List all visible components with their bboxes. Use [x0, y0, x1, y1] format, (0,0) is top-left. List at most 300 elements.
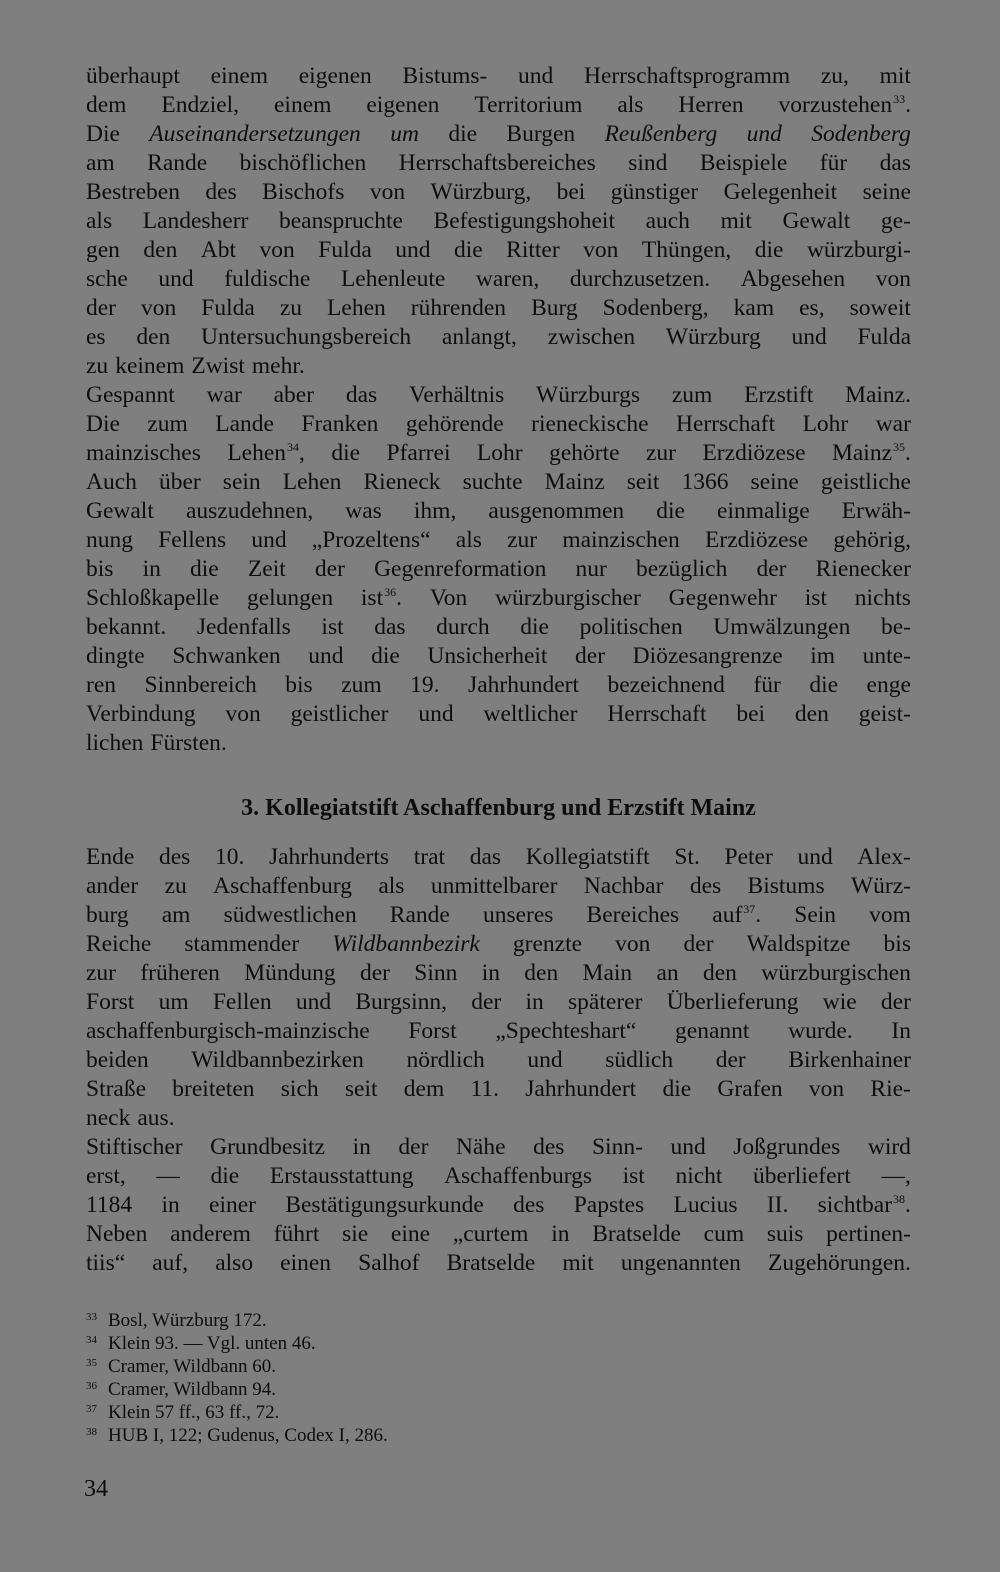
text-line [86, 1046, 911, 1075]
word: Gelegenheit [723, 179, 838, 205]
word: Diözesangrenze [632, 643, 783, 669]
word: Rienecker [815, 556, 911, 582]
text-line [86, 1017, 911, 1046]
word: Birkenhainer [788, 1047, 911, 1073]
word: die [210, 1163, 240, 1189]
word: Jahrhundert [468, 672, 579, 698]
word: vorzustehen$^{33}$. [778, 92, 911, 118]
word: unte- [862, 643, 911, 669]
page-body [86, 62, 911, 1278]
word: Auch [86, 469, 137, 495]
footnote-ref: 35 [893, 440, 906, 454]
word: Zwist [191, 353, 245, 379]
word: Peter [724, 844, 773, 870]
footnote-text: Bosl, Würzburg 172. [108, 1310, 267, 1331]
word: Lehen [327, 295, 386, 321]
text-line [86, 120, 911, 149]
word: zwischen [547, 324, 636, 350]
word: Herrschaftsbereiches [398, 150, 596, 176]
word: zu [86, 353, 109, 379]
word: ausgenommen [488, 498, 625, 524]
footnote-ref: 33 [893, 92, 906, 106]
word: Lehen [282, 469, 342, 495]
text-line [86, 236, 911, 265]
word: grenzte [512, 931, 583, 957]
word: in [525, 989, 544, 1015]
word: aus. [137, 1105, 175, 1131]
word: den [702, 960, 737, 986]
word: ist [804, 585, 827, 611]
word: waren, [475, 266, 540, 292]
word: eine [390, 1221, 431, 1247]
word: und [395, 237, 431, 263]
text-line [86, 613, 911, 642]
word: Sinnbereich [144, 672, 257, 698]
word: dem [86, 92, 127, 118]
word: als [455, 527, 482, 553]
word: pertinen- [826, 1221, 911, 1247]
word: zur [645, 440, 676, 466]
word: Abgesehen [740, 266, 846, 292]
word: den [794, 701, 829, 727]
word: ist [321, 614, 344, 640]
word: zum [671, 382, 713, 408]
text-line [86, 381, 911, 410]
word: von [583, 237, 619, 263]
word: der [880, 989, 911, 1015]
footnote-item [86, 1352, 911, 1375]
word: neck [86, 1105, 131, 1131]
word: Fellens [158, 527, 227, 553]
word: bezüglich [635, 556, 728, 582]
word: Lehenleute [340, 266, 446, 292]
word: am [86, 150, 115, 176]
word: 10. [214, 844, 245, 870]
word: Burgsinn, [355, 989, 447, 1015]
word: die [331, 440, 361, 466]
footnote-number: 38 [86, 1426, 97, 1438]
text-line [86, 555, 911, 584]
word: von [808, 1076, 845, 1102]
word: einer [209, 1192, 257, 1218]
word: von [259, 237, 295, 263]
word: ist$^{36}$. [360, 585, 402, 611]
word: 1366 [681, 469, 729, 495]
footnote-text: Cramer, Wildbann 60. [108, 1356, 277, 1377]
word: —, [881, 1163, 911, 1189]
word: kam [733, 295, 775, 321]
word: Die [86, 121, 120, 147]
text-line [86, 1075, 911, 1104]
section-heading: 3. Kollegiatstift Aschaffenburg und Erzstift Mainz [241, 795, 756, 821]
word: sein [222, 469, 261, 495]
word: Franken [301, 411, 379, 437]
word: das [879, 150, 911, 176]
word: In [891, 1018, 911, 1044]
word: wurde. [788, 1018, 853, 1044]
word: Gespannt [86, 382, 175, 408]
word: Würzburg [665, 324, 761, 350]
word: Befestigungshoheit [433, 208, 615, 234]
text-line [86, 584, 911, 613]
word: und [158, 266, 194, 292]
word: Gewalt [782, 208, 851, 234]
word: Beispiele [699, 150, 788, 176]
word: Stiftischer [86, 1134, 183, 1160]
word: bekannt. [86, 614, 167, 640]
word: anlangt, [441, 324, 517, 350]
word: geistlicher [290, 701, 389, 727]
word: Papstes [573, 1192, 645, 1218]
word: Lohr [802, 411, 849, 437]
word: ihm, [413, 498, 457, 524]
word: um [390, 121, 419, 147]
word: der [314, 556, 345, 582]
word: durchzusetzen. [569, 266, 711, 292]
text-line [86, 497, 911, 526]
word: mit [879, 63, 911, 89]
word: die [371, 643, 400, 669]
word: und [308, 643, 344, 669]
word: keinem [115, 353, 185, 379]
word: also [215, 1250, 254, 1276]
word: Rie- [870, 1076, 911, 1102]
word: Wildbannbezirk [332, 931, 480, 957]
word: Fulda [201, 295, 255, 321]
word: seit [344, 1076, 378, 1102]
page-number: 34 [84, 1476, 108, 1502]
text-line [86, 468, 911, 497]
word: gen [86, 237, 120, 263]
word: Ritter [506, 237, 560, 263]
word: ungenannten [620, 1250, 741, 1276]
word: früheren [140, 960, 220, 986]
word: Endziel, [161, 92, 240, 118]
word: Fulda [857, 324, 911, 350]
text-line [86, 1191, 911, 1220]
word: Erzdiözese [702, 440, 806, 466]
word: Fürsten. [150, 730, 227, 756]
word: Jahrhunderts [268, 844, 390, 870]
word: stammender [184, 931, 300, 957]
word: breiteten [172, 1076, 255, 1102]
word: die [453, 237, 483, 263]
word: Nähe [455, 1134, 506, 1160]
word: vom [869, 902, 911, 928]
word: sich [280, 1076, 319, 1102]
word: Verbindung [86, 701, 196, 727]
word: tiis“ [86, 1250, 126, 1276]
text-line [86, 62, 911, 91]
word: geistliche [820, 469, 911, 495]
word: der [471, 989, 502, 1015]
word: Forst [408, 1018, 457, 1044]
word: Schloßkapelle [86, 585, 220, 611]
word: Lohr [476, 440, 523, 466]
word: war [206, 382, 242, 408]
word: seine [750, 469, 799, 495]
footnote-item [86, 1329, 911, 1352]
word: weltlicher [483, 701, 578, 727]
word: — [156, 1163, 180, 1189]
word: überliefert [753, 1163, 851, 1189]
word: und [527, 1047, 563, 1073]
word: als [378, 873, 405, 899]
word: den [143, 237, 178, 263]
word: für [753, 672, 781, 698]
word: Erzdiözese [705, 527, 809, 553]
word: Waldspitze [746, 931, 851, 957]
word: die [448, 121, 478, 147]
word: beanspruchte [278, 208, 403, 234]
word: gelungen [246, 585, 334, 611]
word: mit [562, 1250, 594, 1276]
word: ander [86, 873, 139, 899]
word: würzburgischen [761, 960, 911, 986]
text-line [86, 294, 911, 323]
word: Territorium [474, 92, 583, 118]
text-line [86, 700, 911, 729]
word: Herrschaftsprogramm [583, 63, 791, 89]
word: bischöflichen [239, 150, 367, 176]
word: Reußenberg [604, 121, 718, 147]
word: in [551, 1221, 570, 1247]
word: Kollegiatstift [525, 844, 650, 870]
word: Neben [86, 1221, 148, 1247]
text-line [86, 930, 911, 959]
word: genannt [675, 1018, 750, 1044]
word: als [86, 208, 113, 234]
word: von [141, 295, 177, 321]
paragraph-block-2 [86, 843, 911, 1278]
word: Pfarrei [386, 440, 451, 466]
word: Von [429, 585, 468, 611]
text-line [86, 178, 911, 207]
word: rührenden [410, 295, 507, 321]
word: auf$^{37}$. [712, 902, 762, 928]
footnote-number: 34 [86, 1334, 97, 1346]
word: Herrschaft [607, 701, 707, 727]
word: unseres [482, 902, 554, 928]
word: des [689, 873, 722, 899]
footnote-number: 33 [86, 1311, 97, 1323]
word: gehörig, [833, 527, 911, 553]
word: Bratselde [592, 1221, 681, 1247]
word: des [513, 1192, 545, 1218]
word: „Spechteshart“ [495, 1018, 637, 1044]
word: soweit [849, 295, 911, 321]
word: von [225, 701, 261, 727]
footnote-text: HUB I, 122; Gudenus, Codex I, 286. [108, 1425, 388, 1446]
word: Fellen [212, 989, 272, 1015]
word: St. [674, 844, 700, 870]
word: zur [507, 527, 538, 553]
word: Aschaffenburgs [444, 1163, 592, 1189]
word: für [819, 150, 848, 176]
word: wie [822, 989, 857, 1015]
paragraph-block-1 [86, 62, 911, 758]
word: sche [86, 266, 128, 292]
word: Gewalt [86, 498, 154, 524]
text-line [86, 1133, 911, 1162]
text-line [86, 323, 911, 352]
word: ge- [880, 208, 911, 234]
word: gehörende [405, 411, 504, 437]
word: es [86, 324, 106, 350]
word: über [158, 469, 201, 495]
word: geist- [858, 701, 911, 727]
word: Sodenberg [811, 121, 911, 147]
word: einem [274, 92, 332, 118]
text-line [86, 207, 911, 236]
word: nung [86, 527, 133, 553]
word: sind [628, 150, 668, 176]
word: cum [703, 1221, 745, 1247]
text-line [86, 410, 911, 439]
footnote-text: Klein 57 ff., 63 ff., 72. [108, 1402, 280, 1423]
word: das [469, 844, 502, 870]
word: in [352, 1134, 371, 1160]
text-line [86, 149, 911, 178]
word: Erwäh- [841, 498, 911, 524]
word: 11. [470, 1076, 499, 1102]
word: der [575, 643, 606, 669]
word: zu, [820, 63, 849, 89]
word: des [533, 1134, 565, 1160]
word: Burg [531, 295, 578, 321]
word: an [656, 960, 679, 986]
word: Bereiches [586, 902, 680, 928]
word: Abt [200, 237, 237, 263]
word: und [797, 844, 833, 870]
word: Nachbar [583, 873, 664, 899]
word: suis [766, 1221, 804, 1247]
word: Bestreben [86, 179, 180, 205]
word: die [809, 672, 839, 698]
word: Fulda [318, 237, 372, 263]
text-line [86, 671, 911, 700]
word: späterer [568, 989, 643, 1015]
word: bezeichnend [607, 672, 725, 698]
word: be- [880, 614, 911, 640]
word: Straße [86, 1076, 147, 1102]
footnote-ref: 36 [384, 585, 397, 599]
word: und [251, 527, 287, 553]
footnote-item [86, 1375, 911, 1398]
word: enge [866, 672, 911, 698]
footnote-ref: 34 [287, 440, 300, 454]
word: gehörte [549, 440, 620, 466]
word: und [518, 63, 554, 89]
text-line [86, 352, 911, 381]
word: würzburgischer [495, 585, 641, 611]
word: dem [403, 1076, 445, 1102]
word: und [746, 121, 782, 147]
word: rieneckische [531, 411, 649, 437]
word: Landesherr [142, 208, 249, 234]
word: Erzstift [744, 382, 814, 408]
text-line [86, 265, 911, 294]
word: Joßgrundes [733, 1134, 841, 1160]
word: mainzischen [562, 527, 680, 553]
word: Herrschaft [675, 411, 776, 437]
text-line [86, 1162, 911, 1191]
footnote-ref: 37 [743, 902, 756, 916]
word: der [756, 556, 787, 582]
word: mehr. [251, 353, 305, 379]
word: in [142, 556, 161, 582]
word: Lande [215, 411, 274, 437]
footnote-number: 35 [86, 1357, 97, 1369]
word: und [295, 989, 332, 1015]
footnote-item [86, 1421, 911, 1444]
word: Gegenreformation [374, 556, 547, 582]
word: zur [86, 960, 117, 986]
word: nur [575, 556, 607, 582]
word: was [345, 498, 382, 524]
word: die [520, 614, 549, 640]
text-line [86, 91, 911, 120]
word: auszudehnen, [185, 498, 314, 524]
text-line [86, 901, 911, 930]
word: einmalige [717, 498, 810, 524]
word: erst, [86, 1163, 126, 1189]
word: burg [86, 902, 129, 928]
text-line [86, 439, 911, 468]
word: lichen [86, 730, 144, 756]
word: seine [862, 179, 911, 205]
word: Wildbannbezirken [191, 1047, 364, 1073]
word: die [662, 1076, 692, 1102]
word: Verhältnis [408, 382, 505, 408]
text-line [86, 729, 911, 758]
word: fuldische [224, 266, 311, 292]
word: Alex- [857, 844, 911, 870]
word: unmittelbarer [430, 873, 558, 899]
word: als [617, 92, 644, 118]
text-line [86, 959, 911, 988]
word: und [670, 1134, 706, 1160]
word: bis [285, 672, 313, 698]
word: Bratselde [446, 1250, 536, 1276]
word: einem [210, 63, 269, 89]
word: der [398, 1134, 429, 1160]
word: Mainz. [845, 382, 911, 408]
word: einen [280, 1250, 332, 1276]
text-line [86, 1249, 911, 1278]
word: Auseinandersetzungen [149, 121, 361, 147]
word: Würz- [850, 873, 911, 899]
word: im [810, 643, 836, 669]
word: günstiger [610, 179, 699, 205]
word: Grafen [717, 1076, 783, 1102]
word: Herren [678, 92, 744, 118]
word: mit [720, 208, 752, 234]
word: Grundbesitz [210, 1134, 326, 1160]
word: es, [799, 295, 825, 321]
word: Forst [86, 989, 135, 1015]
text-line [86, 872, 911, 901]
word: die [190, 556, 219, 582]
word: aschaffenburgisch-mainzische [86, 1018, 370, 1044]
word: Mainz [544, 469, 605, 495]
word: suchte [462, 469, 523, 495]
word: würzburgi- [806, 237, 911, 263]
word: und [791, 324, 827, 350]
word: zu [164, 873, 187, 899]
word: der [683, 931, 714, 957]
word: den [136, 324, 171, 350]
